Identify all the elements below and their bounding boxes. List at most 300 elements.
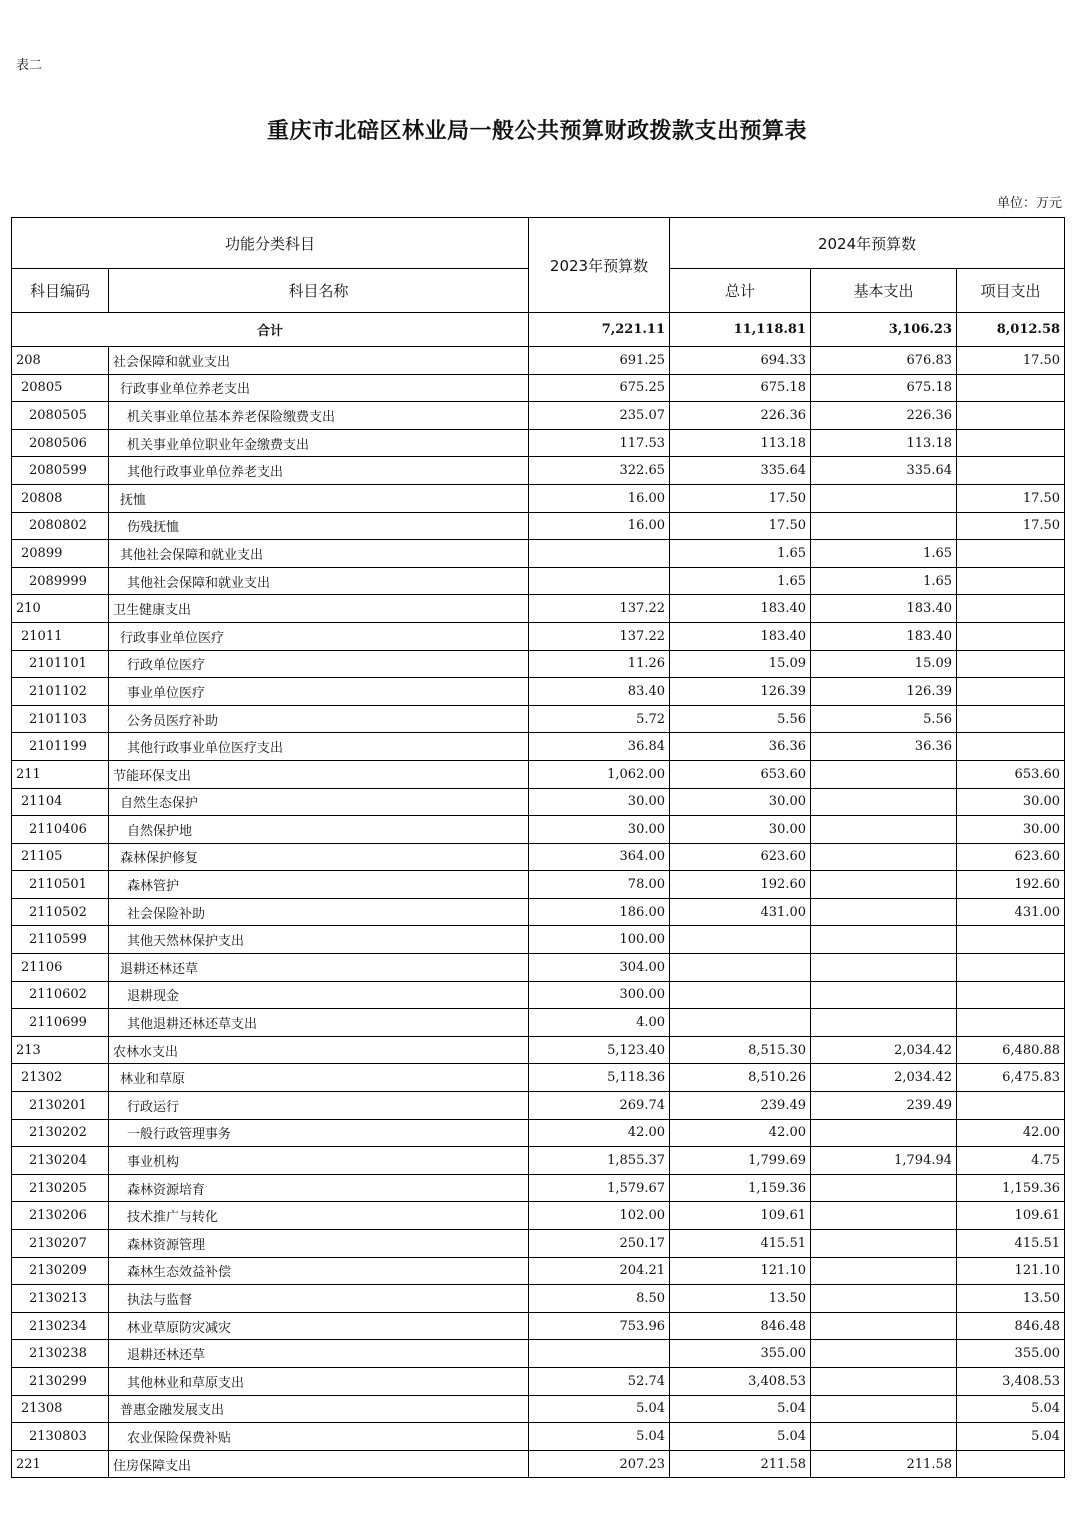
subject-code-cell: 2110599 <box>12 926 109 954</box>
budget-2024-basic-cell: 676.83 <box>811 347 957 375</box>
budget-table <box>11 217 1065 1478</box>
subject-name-cell: 执法与监督 <box>109 1285 529 1313</box>
subject-code-cell: 20899 <box>12 540 109 568</box>
subject-name-cell: 森林生态效益补偿 <box>109 1257 529 1285</box>
budget-2024-total-cell <box>670 1009 811 1037</box>
subject-name-cell: 卫生健康支出 <box>109 595 529 623</box>
budget-2024-basic-cell: 2,034.42 <box>811 1036 957 1064</box>
budget-2024-project-cell <box>957 429 1065 457</box>
budget-2024-total-cell: 42.00 <box>670 1119 811 1147</box>
header-functional-category: 功能分类科目 <box>12 218 529 269</box>
budget-2024-project-cell <box>957 567 1065 595</box>
budget-2024-basic-cell: 15.09 <box>811 650 957 678</box>
subject-code-cell: 21105 <box>12 843 109 871</box>
budget-2024-total-cell: 13.50 <box>670 1285 811 1313</box>
total-2024-total: 11,118.81 <box>670 313 811 347</box>
budget-2024-basic-cell <box>811 1285 957 1313</box>
subject-name-cell: 农林水支出 <box>109 1036 529 1064</box>
subject-code-cell: 2130213 <box>12 1285 109 1313</box>
subject-code-cell: 2089999 <box>12 567 109 595</box>
budget-2024-basic-cell <box>811 1312 957 1340</box>
budget-2023-cell: 11.26 <box>529 650 670 678</box>
subject-name-cell: 机关事业单位职业年金缴费支出 <box>109 429 529 457</box>
table-row <box>12 816 1065 844</box>
subject-name-cell: 事业机构 <box>109 1147 529 1175</box>
table-row <box>12 1174 1065 1202</box>
subject-name-cell: 行政事业单位医疗 <box>109 622 529 650</box>
budget-2024-project-cell: 30.00 <box>957 788 1065 816</box>
budget-2024-basic-cell: 183.40 <box>811 595 957 623</box>
subject-code-cell: 2130207 <box>12 1230 109 1258</box>
budget-2024-project-cell: 109.61 <box>957 1202 1065 1230</box>
subject-name-cell: 行政运行 <box>109 1092 529 1120</box>
budget-2024-project-cell: 121.10 <box>957 1257 1065 1285</box>
budget-2023-cell: 100.00 <box>529 926 670 954</box>
budget-2024-total-cell: 653.60 <box>670 760 811 788</box>
budget-2023-cell: 235.07 <box>529 402 670 430</box>
budget-2023-cell: 1,579.67 <box>529 1174 670 1202</box>
table-number-label: 表二 <box>16 58 43 73</box>
budget-2024-total-cell: 431.00 <box>670 898 811 926</box>
subject-code-cell: 2130206 <box>12 1202 109 1230</box>
budget-2024-project-cell: 415.51 <box>957 1230 1065 1258</box>
budget-2023-cell: 322.65 <box>529 457 670 485</box>
budget-2024-project-cell <box>957 926 1065 954</box>
subject-name-cell: 森林保护修复 <box>109 843 529 871</box>
table-row <box>12 1092 1065 1120</box>
table-row <box>12 567 1065 595</box>
budget-2023-cell: 269.74 <box>529 1092 670 1120</box>
budget-2024-basic-cell <box>811 1202 957 1230</box>
budget-2024-total-cell: 1.65 <box>670 567 811 595</box>
budget-2024-basic-cell: 1.65 <box>811 540 957 568</box>
subject-name-cell: 公务员医疗补助 <box>109 705 529 733</box>
subject-code-cell: 2110602 <box>12 981 109 1009</box>
subject-name-cell: 节能环保支出 <box>109 760 529 788</box>
budget-2024-basic-cell: 675.18 <box>811 374 957 402</box>
budget-2024-basic-cell: 1,794.94 <box>811 1147 957 1175</box>
budget-2024-basic-cell <box>811 926 957 954</box>
budget-2024-total-cell: 30.00 <box>670 816 811 844</box>
subject-name-cell: 行政事业单位养老支出 <box>109 374 529 402</box>
table-row <box>12 650 1065 678</box>
budget-2023-cell: 102.00 <box>529 1202 670 1230</box>
table-row <box>12 954 1065 982</box>
total-2023: 7,221.11 <box>529 313 670 347</box>
budget-2024-total-cell: 5.04 <box>670 1395 811 1423</box>
budget-2024-basic-cell: 5.56 <box>811 705 957 733</box>
budget-2023-cell: 300.00 <box>529 981 670 1009</box>
budget-2023-cell: 30.00 <box>529 816 670 844</box>
table-row <box>12 457 1065 485</box>
budget-2024-project-cell: 846.48 <box>957 1312 1065 1340</box>
budget-2023-cell: 16.00 <box>529 512 670 540</box>
budget-2024-basic-cell: 113.18 <box>811 429 957 457</box>
table-row <box>12 733 1065 761</box>
subject-name-cell: 林业和草原 <box>109 1064 529 1092</box>
budget-2024-project-cell: 192.60 <box>957 871 1065 899</box>
budget-2024-basic-cell <box>811 1367 957 1395</box>
subject-code-cell: 2080505 <box>12 402 109 430</box>
table-row <box>12 429 1065 457</box>
budget-2023-cell: 42.00 <box>529 1119 670 1147</box>
budget-2024-basic-cell <box>811 816 957 844</box>
budget-2023-cell: 137.22 <box>529 595 670 623</box>
budget-2024-project-cell <box>957 954 1065 982</box>
subject-code-cell: 2101103 <box>12 705 109 733</box>
subject-code-cell: 2130238 <box>12 1340 109 1368</box>
budget-2024-basic-cell <box>811 1119 957 1147</box>
subject-code-cell: 21302 <box>12 1064 109 1092</box>
table-row <box>12 595 1065 623</box>
subject-code-cell: 2130209 <box>12 1257 109 1285</box>
subject-name-cell: 退耕还林还草 <box>109 1340 529 1368</box>
budget-2023-cell: 1,855.37 <box>529 1147 670 1175</box>
subject-code-cell: 2130234 <box>12 1312 109 1340</box>
budget-2024-project-cell: 13.50 <box>957 1285 1065 1313</box>
subject-name-cell: 森林资源管理 <box>109 1230 529 1258</box>
budget-2024-basic-cell <box>811 898 957 926</box>
budget-2024-project-cell: 355.00 <box>957 1340 1065 1368</box>
budget-2024-project-cell: 17.50 <box>957 512 1065 540</box>
budget-2024-project-cell <box>957 457 1065 485</box>
budget-2024-basic-cell <box>811 1423 957 1451</box>
budget-2024-total-cell: 415.51 <box>670 1230 811 1258</box>
budget-2024-total-cell: 355.00 <box>670 1340 811 1368</box>
budget-2024-basic-cell <box>811 871 957 899</box>
subject-code-cell: 213 <box>12 1036 109 1064</box>
subject-name-cell: 其他社会保障和就业支出 <box>109 567 529 595</box>
unit-label: 单位：万元 <box>996 196 1062 211</box>
budget-2023-cell: 364.00 <box>529 843 670 871</box>
budget-2024-project-cell <box>957 1009 1065 1037</box>
budget-2024-total-cell: 694.33 <box>670 347 811 375</box>
subject-name-cell: 其他天然林保护支出 <box>109 926 529 954</box>
budget-2024-basic-cell <box>811 1009 957 1037</box>
budget-2023-cell: 8.50 <box>529 1285 670 1313</box>
table-row <box>12 1450 1065 1478</box>
header-subject-code: 科目编码 <box>12 269 109 313</box>
table-row <box>12 678 1065 706</box>
budget-2024-total-cell: 623.60 <box>670 843 811 871</box>
budget-2024-project-cell: 623.60 <box>957 843 1065 871</box>
budget-2024-total-cell <box>670 981 811 1009</box>
table-row <box>12 1202 1065 1230</box>
subject-code-cell: 21011 <box>12 622 109 650</box>
budget-2023-cell: 83.40 <box>529 678 670 706</box>
budget-2024-project-cell <box>957 1092 1065 1120</box>
budget-2024-basic-cell: 1.65 <box>811 567 957 595</box>
budget-2024-basic-cell: 335.64 <box>811 457 957 485</box>
budget-2023-cell: 137.22 <box>529 622 670 650</box>
header-basic-expenditure: 基本支出 <box>811 269 957 313</box>
subject-code-cell: 2080802 <box>12 512 109 540</box>
budget-2024-total-cell: 3,408.53 <box>670 1367 811 1395</box>
budget-2024-project-cell: 653.60 <box>957 760 1065 788</box>
budget-2024-basic-cell <box>811 954 957 982</box>
budget-2023-cell: 304.00 <box>529 954 670 982</box>
budget-2024-project-cell <box>957 705 1065 733</box>
table-row <box>12 1285 1065 1313</box>
budget-2024-project-cell <box>957 733 1065 761</box>
budget-2024-basic-cell: 226.36 <box>811 402 957 430</box>
budget-2024-project-cell: 17.50 <box>957 484 1065 512</box>
subject-code-cell: 211 <box>12 760 109 788</box>
budget-2024-total-cell: 5.04 <box>670 1423 811 1451</box>
subject-name-cell: 事业单位医疗 <box>109 678 529 706</box>
budget-2024-basic-cell: 239.49 <box>811 1092 957 1120</box>
budget-2024-basic-cell: 36.36 <box>811 733 957 761</box>
budget-2024-total-cell: 1,159.36 <box>670 1174 811 1202</box>
budget-2024-total-cell: 113.18 <box>670 429 811 457</box>
budget-2024-total-cell: 183.40 <box>670 622 811 650</box>
budget-2024-project-cell <box>957 540 1065 568</box>
subject-name-cell: 林业草原防灾减灾 <box>109 1312 529 1340</box>
budget-2024-basic-cell: 183.40 <box>811 622 957 650</box>
budget-2024-project-cell: 42.00 <box>957 1119 1065 1147</box>
subject-code-cell: 2130204 <box>12 1147 109 1175</box>
budget-2024-project-cell: 6,480.88 <box>957 1036 1065 1064</box>
header-2023-budget: 2023年预算数 <box>529 218 670 313</box>
table-row <box>12 898 1065 926</box>
subject-name-cell: 森林管护 <box>109 871 529 899</box>
budget-2023-cell: 5,118.36 <box>529 1064 670 1092</box>
budget-2024-total-cell: 8,515.30 <box>670 1036 811 1064</box>
budget-2024-total-cell: 5.56 <box>670 705 811 733</box>
subject-name-cell: 伤残抚恤 <box>109 512 529 540</box>
budget-2024-total-cell: 335.64 <box>670 457 811 485</box>
subject-name-cell: 行政单位医疗 <box>109 650 529 678</box>
table-row <box>12 926 1065 954</box>
budget-2024-total-cell: 36.36 <box>670 733 811 761</box>
budget-2023-cell: 16.00 <box>529 484 670 512</box>
subject-code-cell: 2130205 <box>12 1174 109 1202</box>
table-row <box>12 981 1065 1009</box>
budget-2024-project-cell <box>957 622 1065 650</box>
table-row <box>12 1230 1065 1258</box>
table-row <box>12 1064 1065 1092</box>
table-row <box>12 1395 1065 1423</box>
table-row <box>12 843 1065 871</box>
subject-name-cell: 一般行政管理事务 <box>109 1119 529 1147</box>
budget-2023-cell: 5.04 <box>529 1395 670 1423</box>
subject-name-cell: 社会保险补助 <box>109 898 529 926</box>
header-subject-name: 科目名称 <box>109 269 529 313</box>
subject-code-cell: 21106 <box>12 954 109 982</box>
total-row <box>12 313 1065 347</box>
budget-2024-total-cell: 675.18 <box>670 374 811 402</box>
subject-name-cell: 社会保障和就业支出 <box>109 347 529 375</box>
subject-code-cell: 2110406 <box>12 816 109 844</box>
subject-code-cell: 2101102 <box>12 678 109 706</box>
budget-2024-total-cell <box>670 954 811 982</box>
subject-code-cell: 2130299 <box>12 1367 109 1395</box>
subject-name-cell: 普惠金融发展支出 <box>109 1395 529 1423</box>
budget-2024-total-cell: 183.40 <box>670 595 811 623</box>
budget-2024-basic-cell <box>811 1174 957 1202</box>
budget-2023-cell: 36.84 <box>529 733 670 761</box>
budget-2024-project-cell <box>957 678 1065 706</box>
subject-code-cell: 2101199 <box>12 733 109 761</box>
budget-2024-project-cell <box>957 650 1065 678</box>
table-row <box>12 374 1065 402</box>
table-row <box>12 402 1065 430</box>
budget-2023-cell: 117.53 <box>529 429 670 457</box>
subject-code-cell: 221 <box>12 1450 109 1478</box>
table-row <box>12 871 1065 899</box>
budget-2024-basic-cell <box>811 1340 957 1368</box>
budget-2024-basic-cell: 2,034.42 <box>811 1064 957 1092</box>
table-row <box>12 622 1065 650</box>
budget-2024-basic-cell <box>811 1257 957 1285</box>
subject-code-cell: 2101101 <box>12 650 109 678</box>
header-total: 总计 <box>670 269 811 313</box>
budget-2023-cell: 207.23 <box>529 1450 670 1478</box>
table-row <box>12 347 1065 375</box>
budget-2023-cell <box>529 567 670 595</box>
budget-2023-cell: 52.74 <box>529 1367 670 1395</box>
budget-2024-total-cell: 126.39 <box>670 678 811 706</box>
budget-2024-total-cell: 121.10 <box>670 1257 811 1285</box>
subject-code-cell: 2110501 <box>12 871 109 899</box>
header-2024-budget: 2024年预算数 <box>670 218 1065 269</box>
total-2024-project: 8,012.58 <box>957 313 1065 347</box>
table-row <box>12 1036 1065 1064</box>
subject-code-cell: 2080599 <box>12 457 109 485</box>
budget-2024-total-cell: 192.60 <box>670 871 811 899</box>
budget-2024-total-cell: 846.48 <box>670 1312 811 1340</box>
budget-2024-basic-cell: 211.58 <box>811 1450 957 1478</box>
table-row <box>12 1009 1065 1037</box>
budget-2023-cell: 691.25 <box>529 347 670 375</box>
table-row <box>12 1147 1065 1175</box>
table-row <box>12 540 1065 568</box>
budget-2024-project-cell <box>957 374 1065 402</box>
budget-2024-project-cell: 4.75 <box>957 1147 1065 1175</box>
budget-2024-total-cell: 226.36 <box>670 402 811 430</box>
budget-2023-cell: 1,062.00 <box>529 760 670 788</box>
budget-2023-cell: 5.04 <box>529 1423 670 1451</box>
budget-2024-total-cell: 211.58 <box>670 1450 811 1478</box>
budget-2023-cell <box>529 1340 670 1368</box>
subject-name-cell: 退耕现金 <box>109 981 529 1009</box>
budget-2024-basic-cell <box>811 484 957 512</box>
budget-2024-basic-cell <box>811 843 957 871</box>
subject-code-cell: 20808 <box>12 484 109 512</box>
table-row <box>12 705 1065 733</box>
budget-2024-total-cell: 17.50 <box>670 484 811 512</box>
budget-2024-project-cell: 17.50 <box>957 347 1065 375</box>
budget-2023-cell: 5,123.40 <box>529 1036 670 1064</box>
table-row <box>12 760 1065 788</box>
table-row <box>12 1340 1065 1368</box>
budget-2024-project-cell <box>957 981 1065 1009</box>
budget-2024-project-cell: 30.00 <box>957 816 1065 844</box>
subject-name-cell: 住房保障支出 <box>109 1450 529 1478</box>
subject-name-cell: 其他退耕还林还草支出 <box>109 1009 529 1037</box>
subject-code-cell: 21104 <box>12 788 109 816</box>
subject-code-cell: 2080506 <box>12 429 109 457</box>
subject-name-cell: 其他社会保障和就业支出 <box>109 540 529 568</box>
page-title: 重庆市北碚区林业局一般公共预算财政拨款支出预算表 <box>266 118 807 144</box>
subject-name-cell: 技术推广与转化 <box>109 1202 529 1230</box>
budget-2023-cell: 250.17 <box>529 1230 670 1258</box>
subject-code-cell: 2130202 <box>12 1119 109 1147</box>
budget-2024-total-cell: 109.61 <box>670 1202 811 1230</box>
budget-2024-basic-cell <box>811 760 957 788</box>
budget-2023-cell: 675.25 <box>529 374 670 402</box>
table-row <box>12 1119 1065 1147</box>
header-project-expenditure: 项目支出 <box>957 269 1065 313</box>
budget-2023-cell: 204.21 <box>529 1257 670 1285</box>
total-label: 合计 <box>12 313 529 347</box>
subject-code-cell: 2110699 <box>12 1009 109 1037</box>
budget-2023-cell: 186.00 <box>529 898 670 926</box>
budget-2024-total-cell: 30.00 <box>670 788 811 816</box>
table-row <box>12 1257 1065 1285</box>
budget-2024-project-cell: 6,475.83 <box>957 1064 1065 1092</box>
budget-2023-cell: 30.00 <box>529 788 670 816</box>
subject-name-cell: 其他行政事业单位养老支出 <box>109 457 529 485</box>
table-row <box>12 1423 1065 1451</box>
budget-2024-project-cell <box>957 402 1065 430</box>
subject-code-cell: 2110502 <box>12 898 109 926</box>
budget-2024-project-cell: 5.04 <box>957 1395 1065 1423</box>
subject-name-cell: 机关事业单位基本养老保险缴费支出 <box>109 402 529 430</box>
table-row <box>12 1367 1065 1395</box>
budget-2023-cell: 4.00 <box>529 1009 670 1037</box>
subject-name-cell: 森林资源培育 <box>109 1174 529 1202</box>
subject-name-cell: 退耕还林还草 <box>109 954 529 982</box>
subject-name-cell: 自然生态保护 <box>109 788 529 816</box>
subject-code-cell: 210 <box>12 595 109 623</box>
budget-2024-basic-cell <box>811 788 957 816</box>
budget-2024-project-cell: 3,408.53 <box>957 1367 1065 1395</box>
subject-name-cell: 其他林业和草原支出 <box>109 1367 529 1395</box>
subject-code-cell: 208 <box>12 347 109 375</box>
budget-2024-basic-cell: 126.39 <box>811 678 957 706</box>
budget-2024-project-cell: 431.00 <box>957 898 1065 926</box>
budget-2024-project-cell: 5.04 <box>957 1423 1065 1451</box>
subject-name-cell: 自然保护地 <box>109 816 529 844</box>
budget-2023-cell: 753.96 <box>529 1312 670 1340</box>
table-row <box>12 512 1065 540</box>
budget-2024-total-cell: 239.49 <box>670 1092 811 1120</box>
budget-2024-basic-cell <box>811 512 957 540</box>
budget-2024-project-cell <box>957 595 1065 623</box>
subject-code-cell: 2130201 <box>12 1092 109 1120</box>
budget-2024-basic-cell <box>811 1395 957 1423</box>
subject-code-cell: 2130803 <box>12 1423 109 1451</box>
table-row <box>12 1312 1065 1340</box>
table-row <box>12 788 1065 816</box>
budget-2024-total-cell: 1,799.69 <box>670 1147 811 1175</box>
budget-2023-cell: 5.72 <box>529 705 670 733</box>
budget-2024-total-cell: 1.65 <box>670 540 811 568</box>
subject-code-cell: 21308 <box>12 1395 109 1423</box>
budget-2023-cell <box>529 540 670 568</box>
budget-2024-basic-cell <box>811 1230 957 1258</box>
subject-name-cell: 农业保险保费补贴 <box>109 1423 529 1451</box>
budget-2024-total-cell: 8,510.26 <box>670 1064 811 1092</box>
budget-2024-total-cell <box>670 926 811 954</box>
total-2024-basic: 3,106.23 <box>811 313 957 347</box>
budget-2024-project-cell: 1,159.36 <box>957 1174 1065 1202</box>
budget-2024-total-cell: 17.50 <box>670 512 811 540</box>
budget-2024-total-cell: 15.09 <box>670 650 811 678</box>
budget-2023-cell: 78.00 <box>529 871 670 899</box>
subject-name-cell: 其他行政事业单位医疗支出 <box>109 733 529 761</box>
